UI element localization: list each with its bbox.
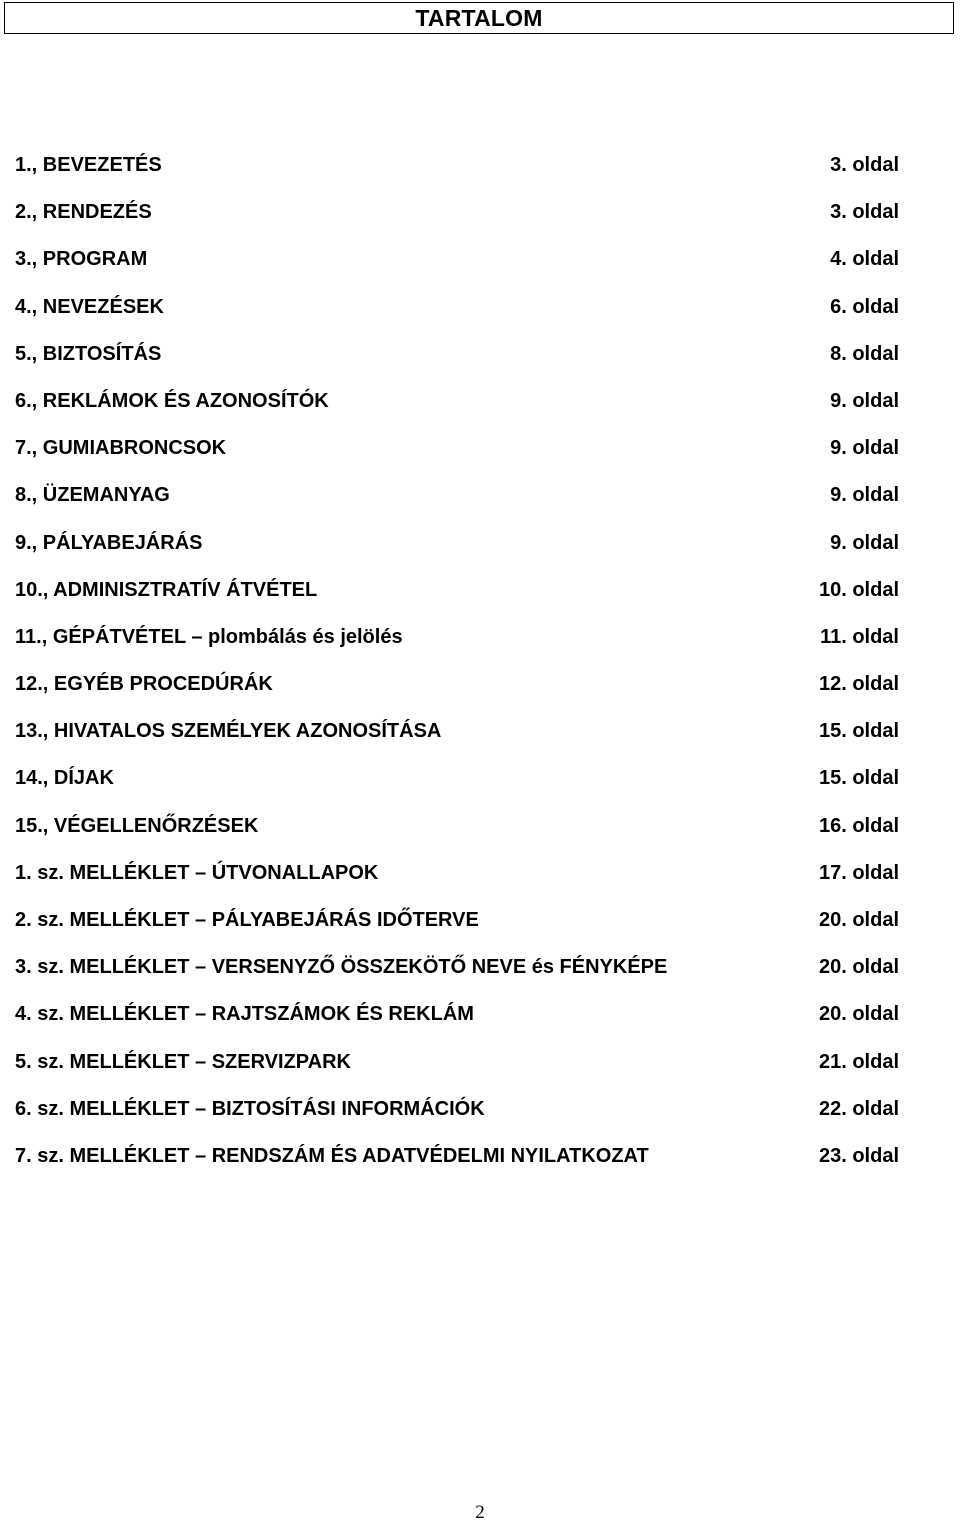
toc-entry-page: 9. oldal — [830, 389, 899, 412]
toc-entry-label: 10., ADMINISZTRATÍV ÁTVÉTEL — [15, 578, 318, 601]
toc-entry — [15, 150, 899, 197]
toc-entry — [15, 480, 899, 527]
toc-entry-label: 14., DÍJAK — [15, 767, 114, 790]
toc-entry-page: 16. oldal — [818, 814, 899, 837]
toc-entry-label: 1. sz. MELLÉKLET – ÚTVONALLAPOK — [15, 861, 379, 884]
toc-entry-page: 3. oldal — [830, 154, 899, 176]
toc-entry-label: 3. sz. MELLÉKLET – VERSENYZŐ ÖSSZEKÖTŐ NEVE és FÉNYKÉPE — [15, 956, 668, 979]
toc-entry-label: 11., GÉPÁTVÉTEL – plombálás és jelölés — [15, 625, 403, 648]
toc-entry — [15, 433, 899, 480]
toc-entry — [15, 244, 899, 291]
toc-entry-page: 9. oldal — [830, 531, 899, 554]
toc-entry — [15, 669, 899, 716]
toc-entry-label: 4. sz. MELLÉKLET – RAJTSZÁMOK ÉS REKLÁM — [15, 1003, 474, 1026]
toc-entry-page: 8. oldal — [830, 342, 899, 365]
toc-entry-label: 5., BIZTOSÍTÁS — [15, 342, 162, 365]
toc-entry — [15, 339, 899, 386]
toc-entry — [15, 999, 899, 1046]
table-of-contents — [15, 150, 899, 1188]
toc-entry — [15, 858, 899, 905]
toc-entry-label: 3., PROGRAM — [15, 248, 148, 271]
toc-entry — [15, 716, 899, 763]
toc-entry-page: 15. oldal — [818, 720, 899, 743]
toc-entry-label: 4., NEVEZÉSEK — [15, 295, 164, 318]
toc-entry-page: 11. oldal — [820, 625, 899, 648]
toc-entry-label: 5. sz. MELLÉKLET – SZERVIZPARK — [15, 1050, 351, 1073]
toc-entry — [15, 1094, 899, 1141]
toc-entry-page: 23. oldal — [818, 1144, 899, 1167]
toc-entry — [15, 622, 899, 669]
page-title: TARTALOM — [415, 4, 543, 31]
toc-entry-page: 9. oldal — [830, 484, 899, 507]
toc-entry-label: 1., BEVEZETÉS — [15, 154, 162, 176]
toc-entry — [15, 575, 899, 622]
toc-entry-label: 9., PÁLYABEJÁRÁS — [15, 531, 203, 554]
toc-entry-label: 15., VÉGELLENŐRZÉSEK — [15, 814, 259, 837]
toc-entry — [15, 197, 899, 244]
toc-entry-page: 9. oldal — [830, 437, 899, 460]
toc-entry-page: 20. oldal — [818, 956, 899, 979]
toc-entry-label: 13., HIVATALOS SZEMÉLYEK AZONOSÍTÁSA — [15, 720, 442, 743]
title-box — [4, 2, 954, 34]
toc-entry — [15, 763, 899, 810]
toc-entry-page: 20. oldal — [818, 909, 899, 931]
toc-entry-page: 17. oldal — [818, 861, 899, 884]
toc-entry — [15, 952, 899, 999]
toc-entry-page: 20. oldal — [818, 1003, 899, 1026]
toc-entry-page: 21. oldal — [818, 1050, 899, 1073]
toc-entry — [15, 386, 899, 433]
toc-entry-label: 2. sz. MELLÉKLET – PÁLYABEJÁRÁS IDŐTERVE — [15, 909, 479, 931]
toc-entry — [15, 905, 899, 952]
toc-entry — [15, 1047, 899, 1094]
toc-entry-label: 12., EGYÉB PROCEDÚRÁK — [15, 673, 273, 696]
toc-entry-page: 6. oldal — [830, 295, 899, 318]
toc-entry-page: 4. oldal — [830, 248, 899, 271]
toc-entry-page: 15. oldal — [818, 767, 899, 790]
toc-entry-label: 8., ÜZEMANYAG — [15, 484, 170, 507]
toc-entry-page: 12. oldal — [818, 673, 899, 696]
toc-entry — [15, 292, 899, 339]
toc-entry — [15, 528, 899, 575]
toc-entry-page: 10. oldal — [818, 578, 899, 601]
toc-entry — [15, 1141, 899, 1188]
toc-entry-label: 2., RENDEZÉS — [15, 201, 152, 224]
toc-entry-label: 6. sz. MELLÉKLET – BIZTOSÍTÁSI INFORMÁCIÓK — [15, 1097, 485, 1120]
toc-entry-page: 3. oldal — [830, 201, 899, 224]
toc-entry-label: 7., GUMIABRONCSOK — [15, 437, 227, 460]
toc-entry-label: 7. sz. MELLÉKLET – RENDSZÁM ÉS ADATVÉDELMI NYILATKOZAT — [15, 1144, 649, 1167]
toc-entry — [15, 811, 899, 858]
page-number: 2 — [475, 1502, 485, 1523]
toc-entry-page: 22. oldal — [818, 1097, 899, 1120]
toc-entry-label: 6., REKLÁMOK ÉS AZONOSÍTÓK — [15, 389, 329, 412]
